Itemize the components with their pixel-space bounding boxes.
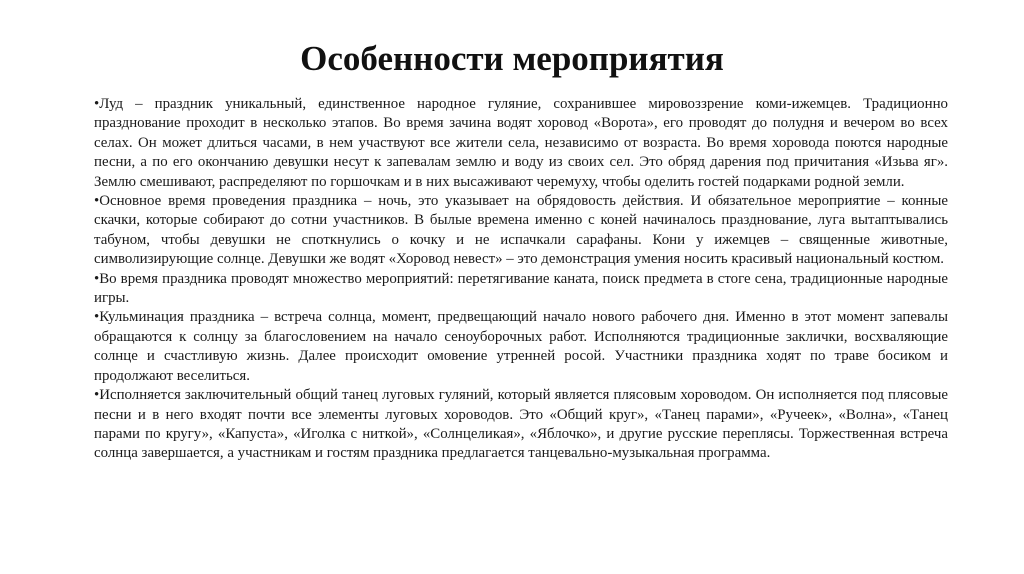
paragraph-final-dance: •Исполняется заключительный общий танец луговых гуляний, который является плясовым хороводом. Он исполняется под плясовые песни и в него входят почти все элементы луговых хороводов. Это «Общий круг», «Танец парами», «Ручеек», «Волна», «Танец парами по кругу», «Капуста», «Иголка с ниткой», «Солнцеликая», «Яблочко», и другие русские переплясы. Торжественная встреча солнца завершается, а участникам и гостям праздника предлагается танцевально-музыкальная программа. (94, 387, 948, 462)
paragraph-lud: •Луд – праздник уникальный, единственное народное гуляние, сохранившее мировоззрение коми-ижемцев. Традиционно празднование проходит в несколько этапов. Во время зачина водят хоровод «Ворота», его проводят до полудня и вечером во всех селах. Он может длиться часами, в нем участвуют все жители села, независимо от возраста. Во время хоровода поются народные песни, а по его окончанию девушки несут к запевалам землю и воду из своих сел. Это обряд дарения под причитания «Изьва яг». Землю смешивают, распределяют по горшочкам и в них высаживают черемуху, чтобы оделить гостей подарками родной земли. (94, 96, 948, 190)
paragraph-main-time: •Основное время проведения праздника – ночь, это указывает на обрядовость действия. И обязательное мероприятие – конные скачки, которые собирают до сотни участников. В былые времена именно с коней начиналось празднование, луга вытаптывались табуном, чтобы девушки не споткнулись о кочку и не испачкали сарафаны. Кони у ижемцев – священные животные, символизирующие солнце. Девушки же водят «Хоровод невест» – это демонстрация умения носить красивый национальный костюм. (94, 193, 948, 268)
paragraph-culmination: •Кульминация праздника – встреча солнца, момент, предвещающий начало нового рабочего дня. Именно в этот момент запевалы обращаются к солнцу за благословением на начало сеноуборочных работ. Исполняются традиционные заклички, восхваляющие солнце и счастливую жизнь. Далее происходит омовение утренней росой. Участники праздника ходят по траве босиком и продолжают веселиться. (94, 309, 948, 384)
slide-title: Особенности мероприятия (300, 39, 724, 78)
slide-body (94, 95, 948, 464)
paragraph-events: •Во время праздника проводят множество мероприятий: перетягивание каната, поиск предмета в стоге сена, традиционные народные игры. (94, 270, 948, 307)
